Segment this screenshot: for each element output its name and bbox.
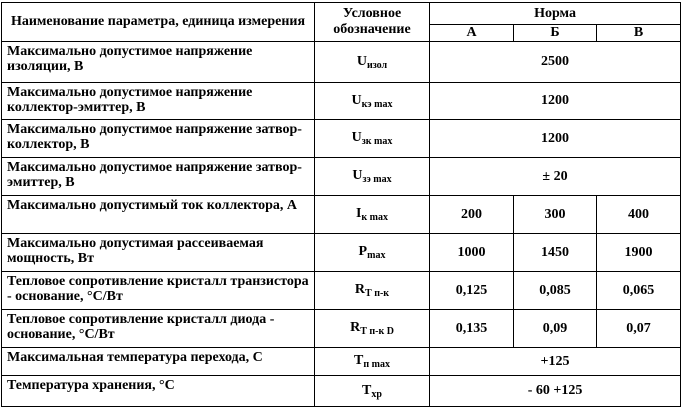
table-row — [2, 42, 681, 83]
param-value-b: 0,09 — [514, 310, 597, 348]
header-col-v: В — [597, 25, 681, 42]
header-col-a: А — [430, 25, 514, 42]
param-value-a: 0,135 — [430, 310, 514, 348]
param-symbol: $U_{кэ max}$ — [315, 83, 430, 120]
param-symbol: $U_{зэ max}$ — [315, 158, 430, 196]
header-row-1 — [2, 3, 681, 25]
param-value-a: 1000 — [430, 234, 514, 272]
param-value-b: 1450 — [514, 234, 597, 272]
table-row — [2, 348, 681, 376]
param-value-v: 400 — [597, 196, 681, 234]
header-col-b: Б — [514, 25, 597, 42]
param-name: Тепловое сопротивление кристалл диода - основание, °С/Вт — [2, 310, 315, 348]
param-name: Температура хранения, °С — [2, 376, 315, 407]
param-value-v: 0,07 — [597, 310, 681, 348]
table-row — [2, 272, 681, 310]
table-row — [2, 310, 681, 348]
param-name: Тепловое сопротивление кристалл транзистора - основание, °С/Вт — [2, 272, 315, 310]
spec-table — [1, 2, 681, 407]
symbol-subscript: изол — [366, 59, 388, 71]
param-name: Максимальная температура перехода, С — [2, 348, 315, 376]
symbol-subscript: п max — [363, 359, 390, 370]
param-value-b: 300 — [514, 196, 597, 234]
param-name: Максимально допустимый ток коллектора, А — [2, 196, 315, 234]
symbol-subscript: хр — [371, 388, 382, 400]
header-norm: Норма — [430, 3, 681, 25]
param-value: 2500 — [430, 42, 681, 83]
param-value: 1200 — [430, 83, 681, 120]
symbol-subscript: кэ max — [361, 98, 393, 110]
header-param: Наименование параметра, единица измерения — [2, 3, 315, 42]
param-name: Максимально допустимое напряжение затвор-эмиттер, В — [2, 158, 315, 196]
param-symbol: $R_{Т п-к}$ — [315, 272, 430, 310]
table-row — [2, 234, 681, 272]
param-value: ± 20 — [430, 158, 681, 196]
param-value: - 60 +125 — [430, 376, 681, 407]
symbol-subscript: зэ max — [362, 174, 392, 185]
table-row — [2, 83, 681, 120]
param-symbol: $U_{зк max}$ — [315, 120, 430, 158]
param-value: +125 — [430, 348, 681, 376]
param-symbol: $P_{max}$ — [315, 234, 430, 272]
header-symbol: Условное обозначение — [315, 3, 430, 42]
param-symbol: $T_{хр}$ — [315, 376, 430, 407]
param-value: 1200 — [430, 120, 681, 158]
param-name: Максимально допустимая рассеиваемая мощность, Вт — [2, 234, 315, 272]
param-symbol: $U_{изол}$ — [315, 42, 430, 83]
symbol-subscript: Т п-к D — [360, 326, 394, 337]
table-row — [2, 120, 681, 158]
table-row — [2, 376, 681, 407]
param-name: Максимально допустимое напряжение коллектор-эмиттер, В — [2, 83, 315, 120]
param-name: Максимально допустимое напряжение затвор-коллектор, В — [2, 120, 315, 158]
symbol-subscript: Т п-к — [365, 288, 390, 299]
table-row — [2, 158, 681, 196]
param-symbol: $I_{к max}$ — [315, 196, 430, 234]
table-row — [2, 196, 681, 234]
symbol-subscript: к max — [361, 212, 389, 223]
param-symbol: $R_{Т п-к D}$ — [315, 310, 430, 348]
param-symbol: $T_{п max}$ — [315, 348, 430, 376]
param-value-a: 0,125 — [430, 272, 514, 310]
symbol-subscript: max — [367, 250, 386, 261]
symbol-subscript: зк max — [361, 136, 393, 147]
param-value-a: 200 — [430, 196, 514, 234]
param-name: Максимально допустимое напряжение изоляции, В — [2, 42, 315, 83]
param-value-v: 0,065 — [597, 272, 681, 310]
param-value-b: 0,085 — [514, 272, 597, 310]
param-value-v: 1900 — [597, 234, 681, 272]
